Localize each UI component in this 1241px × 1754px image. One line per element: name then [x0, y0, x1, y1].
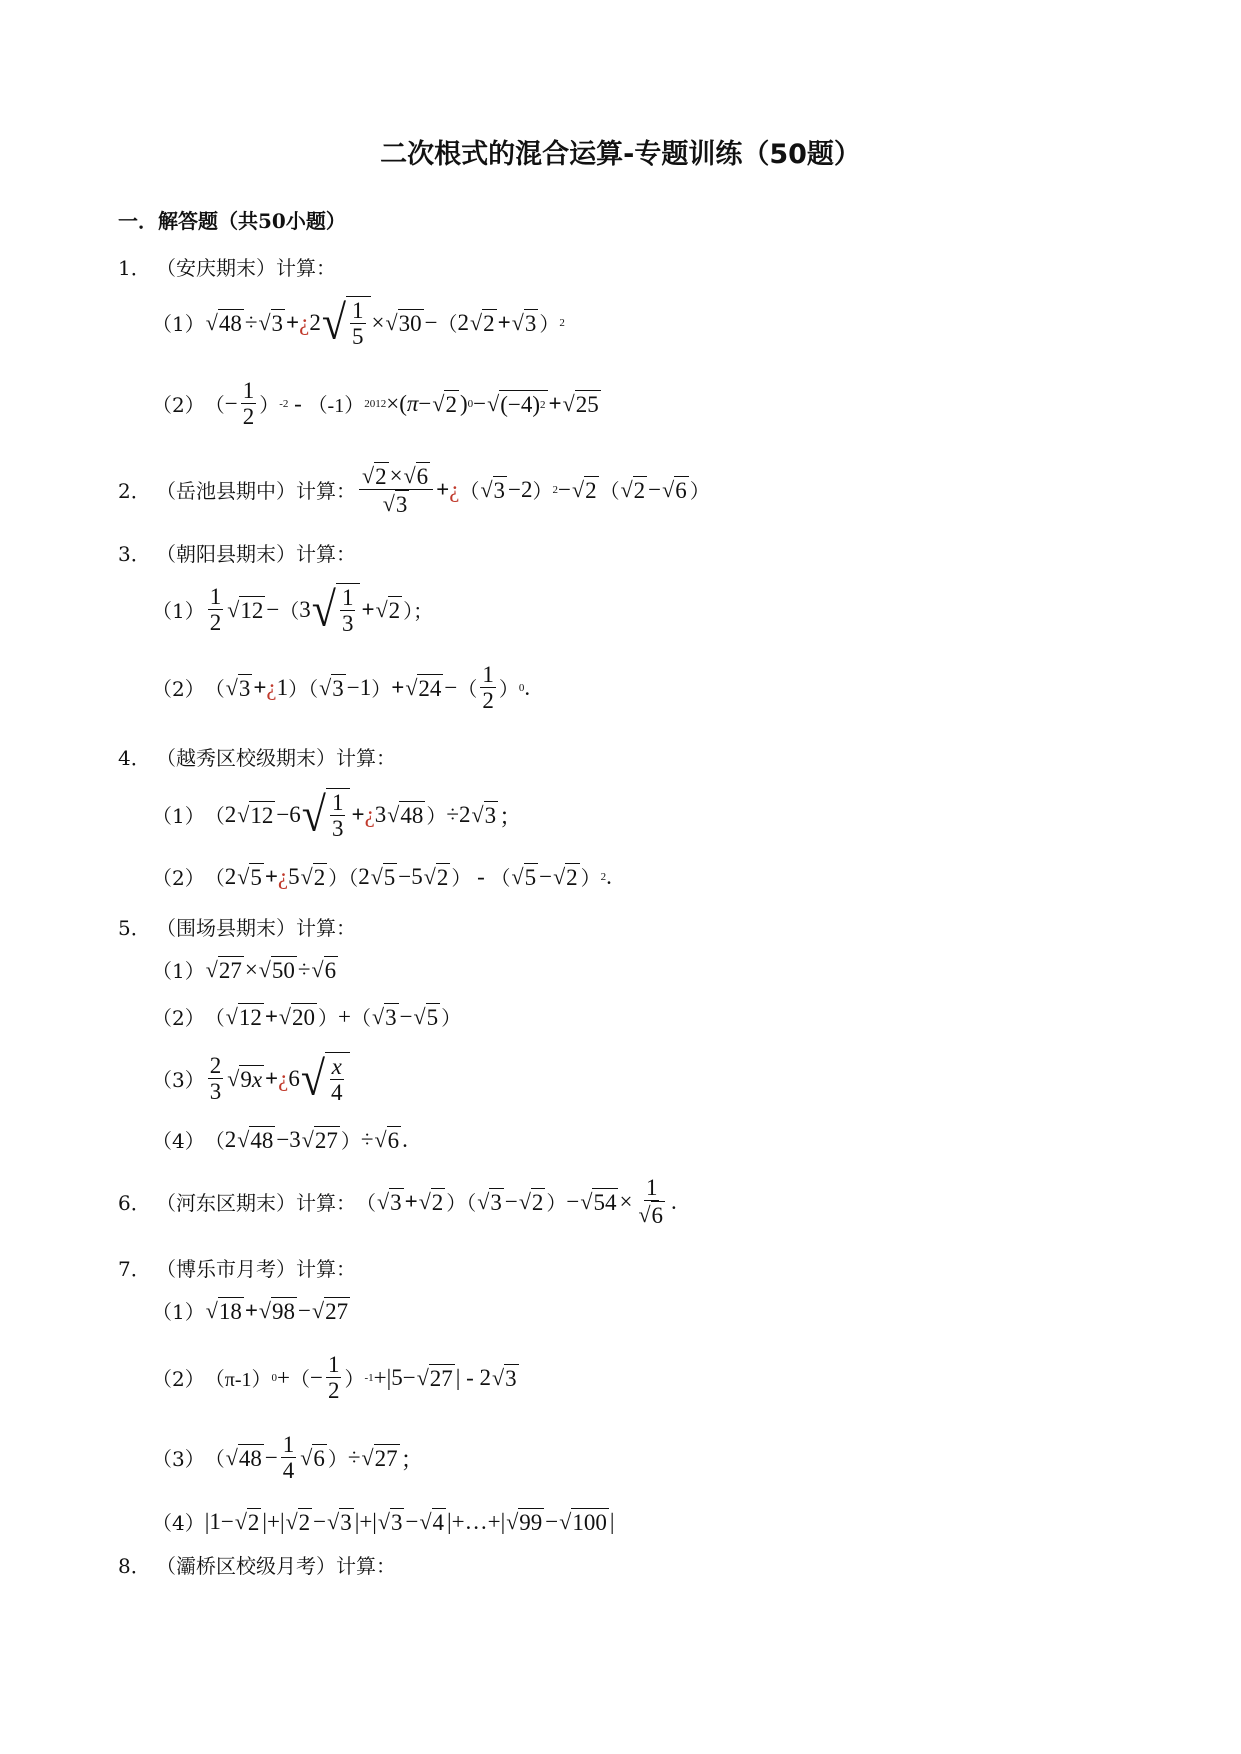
- problem-3-part-1: [152, 583, 433, 637]
- math-expression: （ 2 √ 48 −3 √ 27 ） ÷ √ 6 .: [204, 1126, 408, 1153]
- math-expression: $\frac{2}{3}$ √ 9 x + ¿ 6 √ $\frac{x}{4}$: [205, 1052, 351, 1106]
- problem-1-header: [118, 252, 336, 281]
- problem-1-part-2: [152, 378, 602, 430]
- math-expression: （ − $\frac{1}{2}$ ） -2 - （-1） 2012 ×( π − √ 2 ) 0 − √ (−4) 2 + √ 25: [204, 378, 599, 430]
- problem-7-part-2: [152, 1352, 520, 1404]
- math-expression: （ 2 √ 12 −6 √ $\frac{1}{3}$ + ¿ 3 √ 48 ） ÷2 √ 3 ；: [204, 787, 523, 842]
- problem-source: （安庆期末）计算：: [156, 256, 336, 280]
- problem-source: （越秀区校级期末）计算：: [156, 746, 396, 770]
- problem-5-part-2: [152, 1002, 461, 1031]
- section-heading: 一．解答题（共50小题）: [118, 209, 346, 233]
- part-label: （2）: [152, 393, 205, 418]
- math-expression: （ √ 12 + √ 20 ） + （ √ 3 − √ 5 ）: [204, 1003, 462, 1030]
- part-label: （2）: [152, 1006, 205, 1030]
- part-label: （1）: [152, 1300, 205, 1324]
- problem-number: 7．: [118, 1257, 151, 1281]
- problem-source: （朝阳县期末）计算：: [156, 542, 356, 566]
- part-label: （2）: [152, 677, 205, 702]
- math-expression: √ 27 × √ 50 ÷ √ 6: [205, 956, 337, 983]
- part-label: （2）: [152, 1367, 205, 1392]
- part-label: （1）: [152, 959, 205, 983]
- problem-6: [118, 1175, 677, 1229]
- problem-1-part-1: [152, 296, 565, 350]
- math-expression: （ √ 3 + ¿ 1 ）（ √ 3 −1 ） + √ 24 − （ $\frac{1}{2}$ ） 0 .: [204, 662, 531, 714]
- problem-7-part-4: [152, 1507, 614, 1536]
- problem-number: 6．: [118, 1191, 151, 1216]
- part-label: （3）: [152, 1447, 205, 1472]
- problem-number: 5．: [118, 916, 151, 940]
- math-expression: $\frac{1}{2}$ √ 12 − （ 3 √ $\frac{1}{3}$ + √ 2 ）；: [209, 582, 434, 637]
- problem-source: （灞桥区校级月考）计算：: [156, 1554, 396, 1578]
- problem-source: （岳池县期中）计算：: [156, 479, 356, 504]
- problem-7-part-3: [152, 1432, 424, 1484]
- problem-4-header: [118, 742, 396, 771]
- page-title: 二次根式的混合运算-专题训练（50题）: [380, 139, 861, 170]
- problem-3-part-2: [152, 662, 530, 714]
- part-label: （3）: [152, 1068, 205, 1093]
- problem-number: 2．: [118, 479, 151, 504]
- math-expression: √ 48 ÷ √ 3 + ¿ 2 √ $\frac{1}{5}$ × √ 30 − （ 2 √ 2 + √ 3 ） 2: [205, 295, 565, 350]
- problem-5-part-4: [152, 1125, 408, 1154]
- problem-source: （博乐市月考）计算：: [156, 1257, 356, 1281]
- problem-number: 1．: [118, 256, 151, 280]
- math-expression: （ 2 √ 5 + ¿ 5 √ 2 ）（ 2 √ 5 −5 √ 2 ） - （ √ 5 − √ 2 ） 2 .: [204, 863, 612, 890]
- problem-4-part-2: [152, 862, 612, 891]
- math-expression: √ 18 + √ 98 − √ 27: [205, 1297, 349, 1324]
- problem-source: （围场县期末）计算：: [156, 916, 356, 940]
- part-label: （1）: [152, 599, 205, 624]
- problem-8-header: [118, 1550, 396, 1579]
- math-expression: |1− √ 2 |+| √ 2 − √ 3 |+| √ 3 − √ 4 |+…+| √ 99 − √ 100 |: [204, 1508, 615, 1535]
- problem-number: 3．: [118, 542, 151, 566]
- problem-number: 8．: [118, 1554, 151, 1578]
- part-label: （1）: [152, 804, 205, 829]
- problem-7-header: [118, 1253, 356, 1282]
- problem-5-part-1: [152, 955, 339, 984]
- part-label: （4）: [152, 1511, 205, 1535]
- problem-2: [118, 462, 710, 518]
- math-expression: √ 2 × √ 6 √ 3 + ¿ （ √ 3 −2 ） 2 − √ 2 （ √ 2 − √ 6 ）: [356, 462, 710, 518]
- problem-5-header: [118, 912, 356, 941]
- problem-source: （河东区期末）计算：: [156, 1191, 356, 1216]
- part-label: （4）: [152, 1129, 205, 1153]
- problem-4-part-1: [152, 788, 522, 842]
- problem-number: 4．: [118, 746, 151, 770]
- part-label: （1）: [152, 312, 205, 337]
- problem-7-part-1: [152, 1296, 351, 1325]
- problem-5-part-3: [152, 1052, 351, 1106]
- math-expression: （ √ 3 + √ 2 ）（ √ 3 − √ 2 ） − √ 54 × 1 √ 6 .: [356, 1175, 677, 1229]
- part-label: （2）: [152, 866, 205, 890]
- math-expression: （ √ 48 − $\frac{1}{4}$ √ 6 ） ÷ √ 27 ；: [204, 1432, 424, 1484]
- problem-3-header: [118, 538, 356, 567]
- math-expression: （π-1） 0 + （ − $\frac{1}{2}$ ） -1 +|5− √ 27 | - 2 √ 3: [204, 1352, 517, 1404]
